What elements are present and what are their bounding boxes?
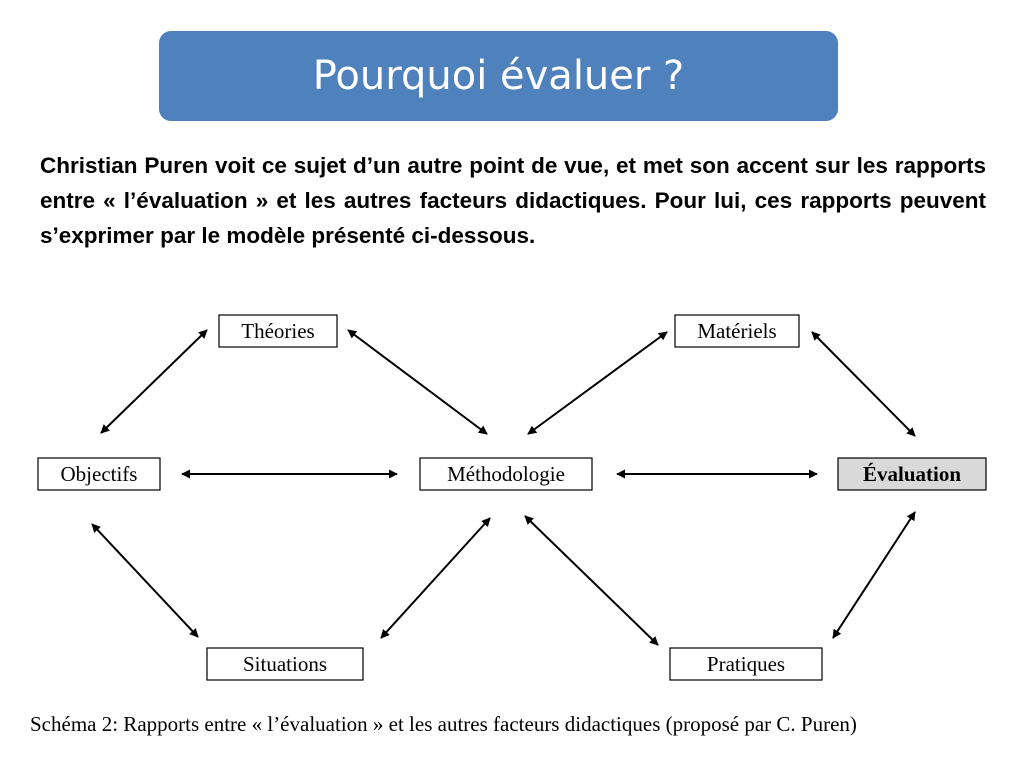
- arrow-objectifs-theories: [101, 330, 207, 433]
- arrow-methodologie-materiels: [528, 332, 667, 434]
- intro-paragraph: Christian Puren voit ce sujet d’un autre point de vue, et met son accent sur les rapports entre « l’évaluation » et les autres facteurs didactiques. Pour lui, ces rapports peuvent s’exprimer par le modèle présenté ci-dessous.: [40, 153, 986, 248]
- node-situations: [207, 648, 363, 680]
- arrow-objectifs-situations: [92, 524, 198, 637]
- node-theories: [219, 315, 337, 347]
- svg-text:Situations: Situations: [242, 652, 328, 676]
- page-title: Pourquoi évaluer ?: [312, 53, 685, 99]
- arrow-methodologie-pratiques: [525, 516, 658, 645]
- svg-text:Objectifs: Objectifs: [60, 462, 138, 486]
- svg-text:Méthodologie: Méthodologie: [447, 462, 565, 486]
- node-methodologie: [420, 458, 592, 490]
- arrow-theories-methodologie: [348, 330, 487, 434]
- diagram-caption: Schéma 2: Rapports entre « l’évaluation » et les autres facteurs didactiques (proposé par C. Puren): [30, 712, 857, 736]
- arrow-materiels-evaluation: [812, 332, 915, 436]
- node-pratiques: [670, 648, 822, 680]
- arrow-situations-methodologie: [381, 518, 490, 638]
- title-banner: [159, 31, 838, 121]
- node-materiels: [675, 315, 799, 347]
- node-objectifs: [38, 458, 160, 490]
- puren-diagram: [0, 300, 1024, 700]
- node-evaluation: [838, 458, 986, 490]
- arrow-pratiques-evaluation: [833, 512, 915, 638]
- svg-text:Matériels: Matériels: [697, 319, 777, 343]
- svg-text:Théories: Théories: [241, 319, 315, 343]
- svg-text:Évaluation: Évaluation: [862, 462, 962, 486]
- svg-text:Pratiques: Pratiques: [706, 652, 786, 676]
